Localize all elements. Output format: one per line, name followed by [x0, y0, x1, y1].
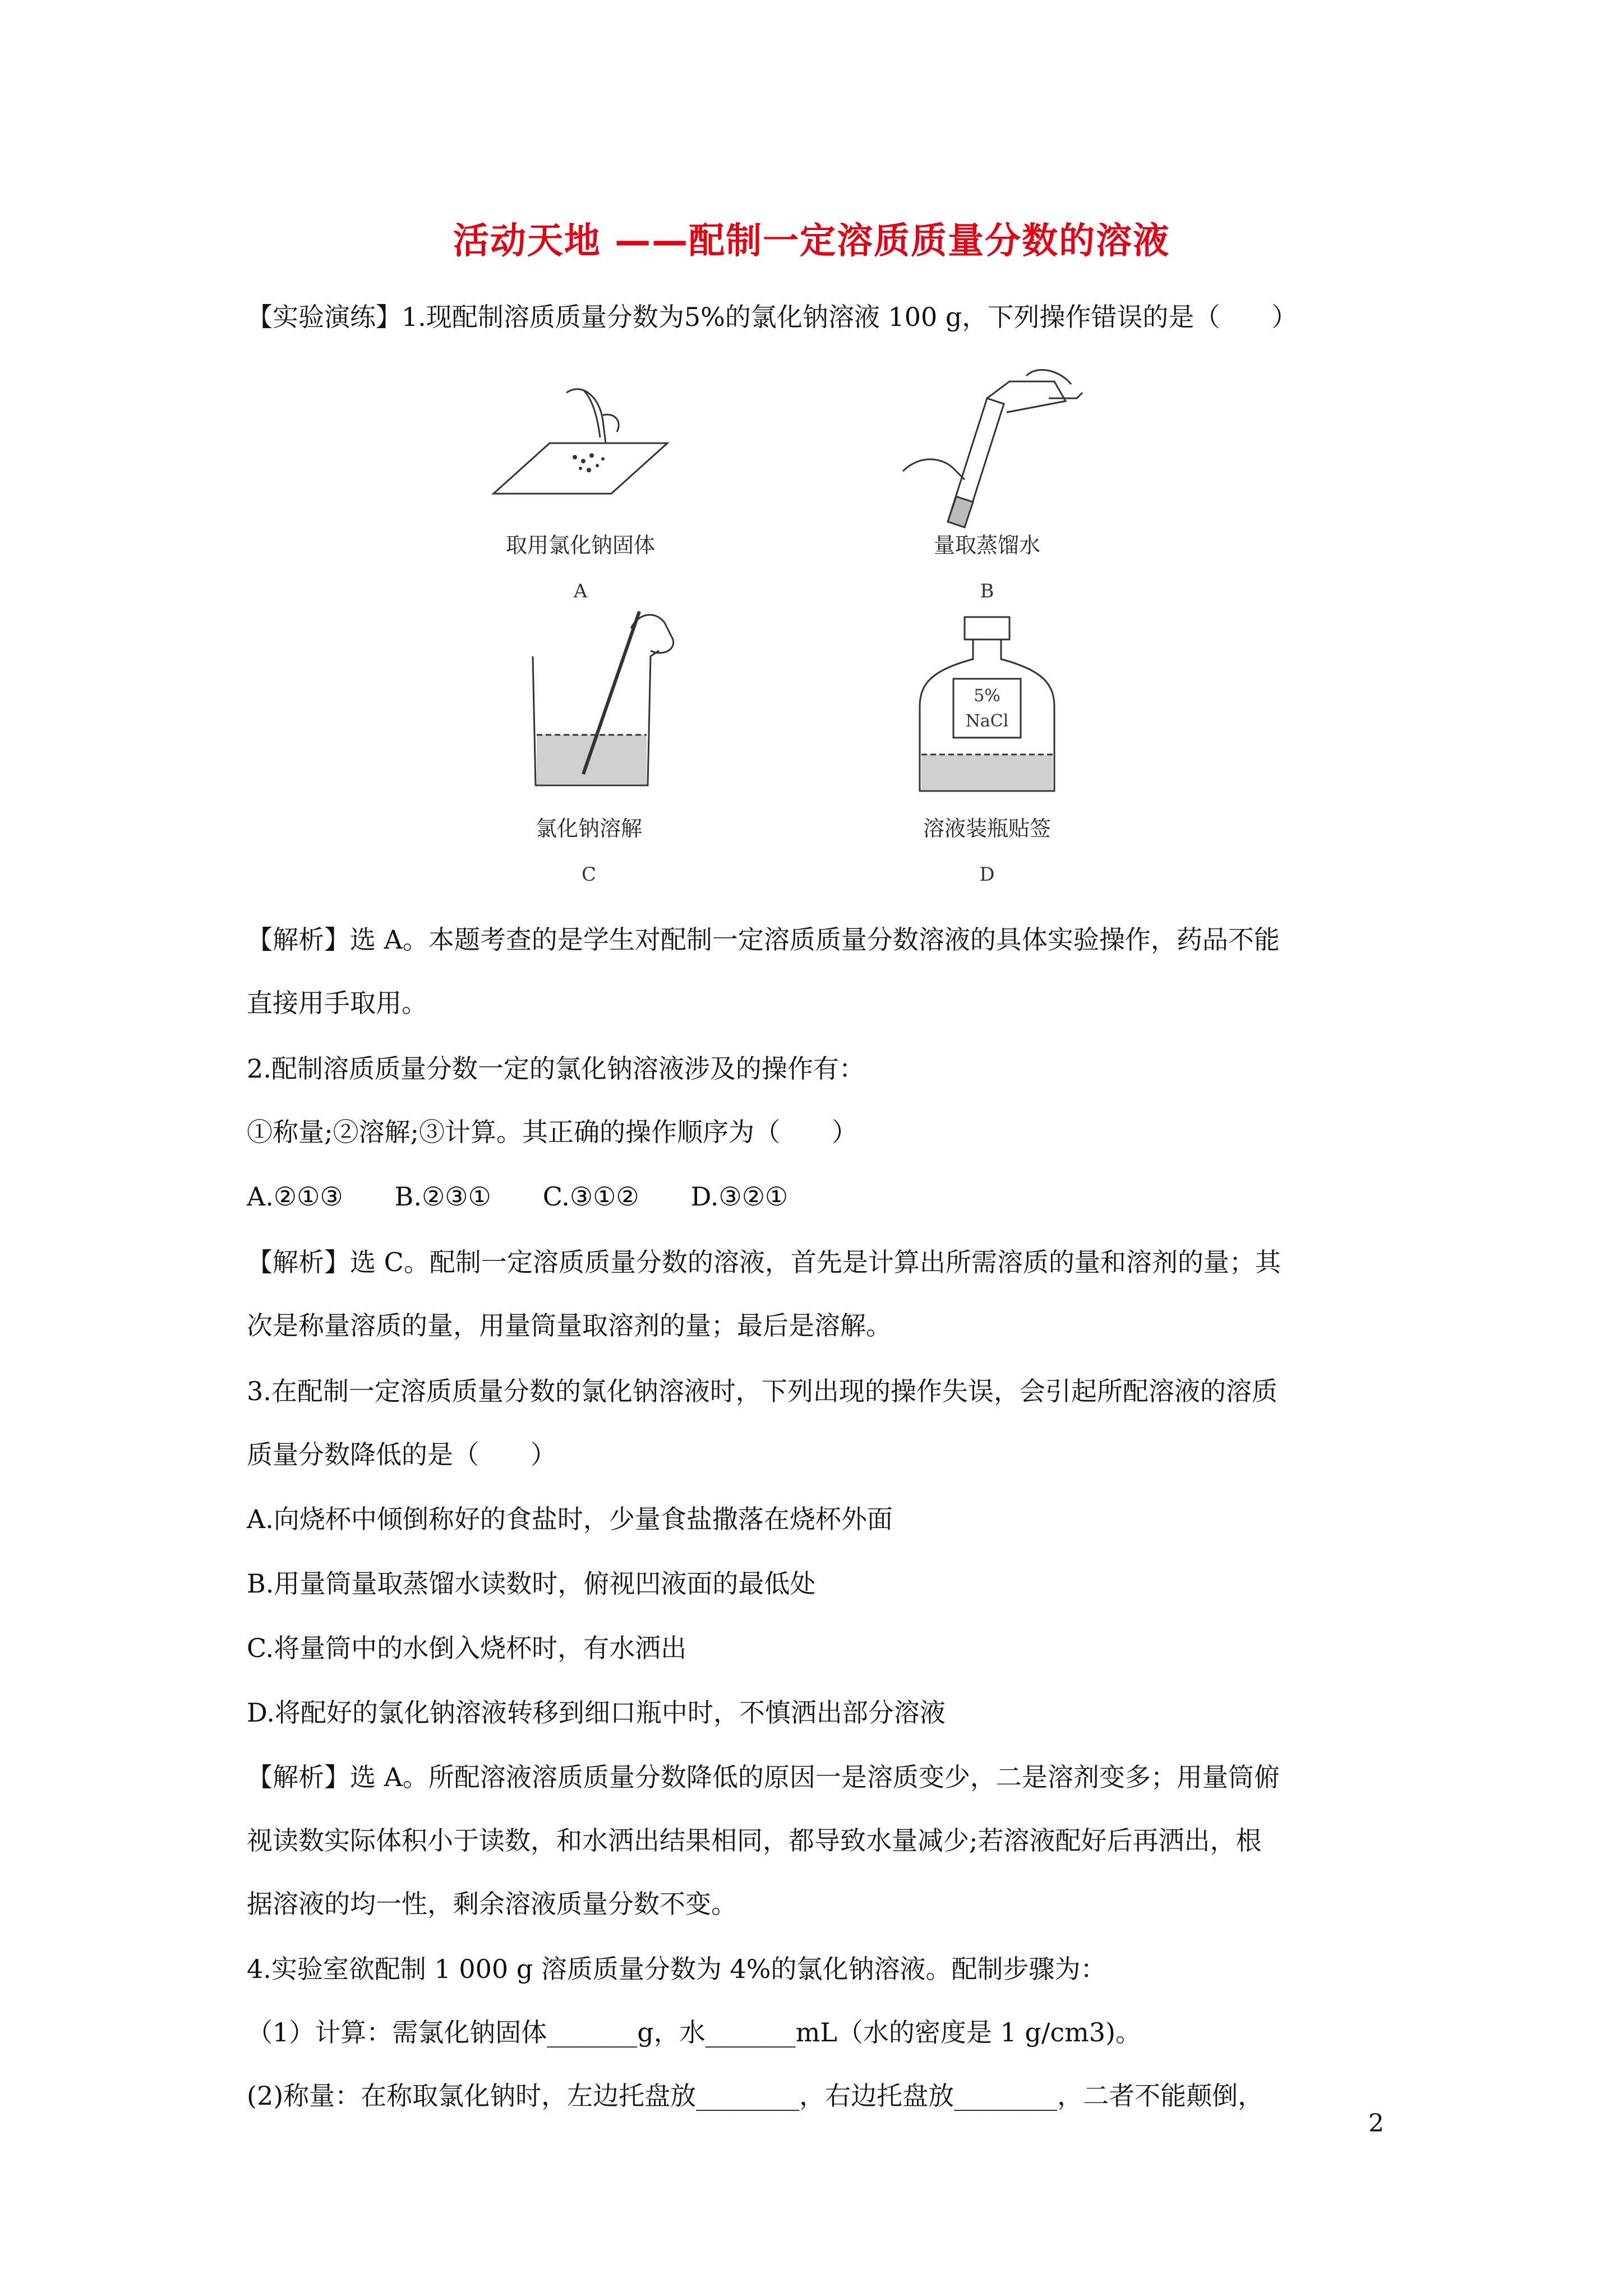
panel-c-letter: C	[581, 863, 597, 886]
panel-c-illustration	[533, 611, 674, 785]
panel-b-illustration	[903, 370, 1082, 527]
bottle-label-percent: 5%	[974, 686, 1000, 706]
panel-d-caption: 溶液装瓶贴签	[923, 816, 1052, 841]
page-number: 2	[1368, 2109, 1384, 2138]
panel-b-caption: 量取蒸馏水	[933, 533, 1041, 558]
pouring-bottle	[987, 381, 1066, 412]
q3-option-a: A.向烧杯中倾倒称好的食盐时，少量食盐撒落在烧杯外面	[247, 1504, 893, 1534]
q1-analysis-line-1: 【解析】选 A。本题考查的是学生对配制一定溶质质量分数溶液的具体实验操作，药品不能	[247, 924, 1280, 955]
q3-analysis-line-3: 据溶液的均一性，剩余溶液质量分数不变。	[247, 1889, 737, 1919]
panel-b-letter: B	[980, 580, 994, 602]
q2-analysis-line-2: 次是称量溶质的量，用量筒量取溶剂的量；最后是溶解。	[247, 1310, 892, 1341]
bottle-label-nacl: NaCl	[965, 711, 1009, 731]
q3-analysis-line-2: 视读数实际体积小于读数，和水洒出结果相同，都导致水量减少;若溶液配好后再洒出，根	[247, 1825, 1262, 1856]
bottle-label	[1049, 393, 1082, 398]
cylinder-water	[948, 496, 973, 527]
finger-a	[603, 415, 619, 432]
panel-d-letter: D	[979, 863, 995, 886]
experiment-figure-svg	[471, 359, 1166, 898]
q4-step-2: (2)称量：在称取氯化钠时，左边托盘放________，右边托盘放________，二者不能颠倒，	[247, 2081, 1264, 2111]
salt-grains	[573, 453, 605, 472]
q4-stem: 4.实验室欲配制 1 000 g 溶质质量分数为 4%的氯化钠溶液。配制步骤为：	[247, 1954, 1106, 1984]
q3-option-d: D.将配好的氯化钠溶液转移到细口瓶中时，不慎洒出部分溶液	[247, 1697, 946, 1728]
panel-a-caption: 取用氯化钠固体	[505, 533, 656, 558]
q3-option-b: B.用量筒量取蒸馏水读数时，俯视凹液面的最低处	[247, 1568, 816, 1599]
hand-b-side	[903, 459, 965, 480]
q1-stem: 【实验演练】1.现配制溶质质量分数为5%的氯化钠溶液 100 g，下列操作错误的是（ ）	[247, 302, 1298, 332]
hand-c	[631, 615, 674, 653]
bottle-stopper	[965, 617, 1009, 639]
beaker-solution	[537, 735, 647, 784]
panel-a-illustration	[494, 389, 667, 494]
q2-stem-line-2: ①称量;②溶解;③计算。其正确的操作顺序为（ ）	[247, 1117, 857, 1147]
q2-stem-line-1: 2.配制溶质质量分数一定的氯化钠溶液涉及的操作有：	[247, 1053, 865, 1084]
hand-a	[566, 389, 606, 443]
q3-stem-line-2: 质量分数降低的是（ ）	[247, 1439, 556, 1470]
q2-options: A.②①③ B.②③① C.③①② D.③②①	[247, 1181, 789, 1212]
q3-stem-line-1: 3.在配制一定溶质质量分数的氯化钠溶液时，下列出现的操作失误，会引起所配溶液的溶质	[247, 1376, 1278, 1406]
q3-analysis-line-1: 【解析】选 A。所配溶液溶质质量分数降低的原因一是溶质变少，二是溶剂变多；用量筒俯	[247, 1762, 1280, 1792]
page-title: 活动天地 ——配制一定溶质质量分数的溶液	[453, 220, 1170, 262]
q2-analysis-line-1: 【解析】选 C。配制一定溶质质量分数的溶液，首先是计算出所需溶质的量和溶剂的量；其	[247, 1247, 1281, 1277]
panel-a-letter: A	[573, 580, 588, 602]
q3-option-c: C.将量筒中的水倒入烧杯时，有水洒出	[247, 1633, 687, 1663]
panel-c-caption: 氯化钠溶解	[535, 816, 643, 841]
q1-analysis-line-2: 直接用手取用。	[247, 988, 427, 1018]
q4-step-1: （1）计算：需氯化钠固体_______g，水_______mL（水的密度是 1 g/cm3)。	[247, 2017, 1141, 2047]
bottle-solution	[921, 754, 1053, 790]
experiment-figure	[471, 359, 1166, 898]
